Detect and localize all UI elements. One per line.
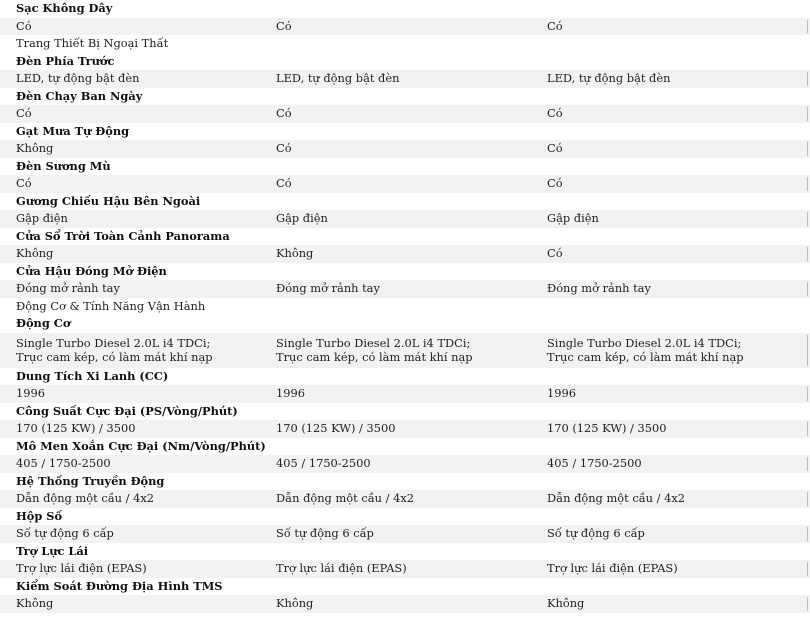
spec-value-variant-2: 405 / 1750-2500 bbox=[276, 456, 371, 470]
spec-value-variant-3: Gập điện bbox=[547, 211, 599, 225]
spec-heading-label: Hộp Số bbox=[16, 508, 63, 523]
section-title-label: Trang Thiết Bị Ngoại Thất bbox=[16, 36, 169, 50]
spec-heading-gat-mua-tu-dong bbox=[0, 123, 810, 141]
spec-values-row bbox=[0, 280, 810, 298]
spec-value-variant-1: LED, tự động bật đèn bbox=[16, 71, 140, 85]
spec-value-variant-2: LED, tự động bật đèn bbox=[276, 71, 400, 85]
spec-heading-label: Kiểm Soát Đường Địa Hình TMS bbox=[16, 578, 223, 593]
spec-value-variant-2: Dẫn động một cầu / 4x2 bbox=[276, 491, 415, 505]
spec-value-variant-1: Số tự động 6 cấp bbox=[16, 526, 114, 540]
spec-heading-hop-so bbox=[0, 508, 810, 526]
spec-value-variant-2: Gập điện bbox=[276, 211, 328, 225]
spec-heading-label: Đèn Phía Trước bbox=[16, 53, 115, 68]
spec-value-variant-2: Có bbox=[276, 18, 292, 33]
spec-value-variant-1: Có bbox=[16, 106, 32, 120]
spec-heading-label: Cửa Sổ Trời Toàn Cảnh Panorama bbox=[16, 228, 230, 243]
spec-value-line: Single Turbo Diesel 2.0L i4 TDCi; bbox=[547, 335, 742, 350]
spec-value-variant-2: 1996 bbox=[276, 386, 305, 400]
spec-value-variant-3: LED, tự động bật đèn bbox=[547, 71, 671, 85]
spec-values-row bbox=[0, 245, 810, 263]
spec-heading-label: Gương Chiếu Hậu Bên Ngoài bbox=[16, 193, 201, 208]
spec-heading-label: Công Suất Cực Đại (PS/Vòng/Phút) bbox=[16, 403, 238, 418]
spec-value-variant-3: Số tự động 6 cấp bbox=[547, 526, 645, 540]
spec-value-variant-1: 170 (125 KW) / 3500 bbox=[16, 421, 136, 435]
spec-value-variant-2: Có bbox=[276, 141, 292, 155]
spec-value-variant-2: Đóng mở rảnh tay bbox=[276, 281, 380, 295]
spec-heading-he-thong-truyen-dong bbox=[0, 473, 810, 491]
spec-values-row bbox=[0, 140, 810, 158]
spec-heading-label: Đèn Sương Mù bbox=[16, 158, 111, 173]
spec-value-variant-2: Có bbox=[276, 176, 292, 190]
spec-value-variant-2: 170 (125 KW) / 3500 bbox=[276, 421, 396, 435]
spec-heading-label: Dung Tích Xi Lanh (CC) bbox=[16, 368, 169, 383]
spec-value-variant-1: Không bbox=[16, 246, 54, 260]
spec-heading-dong-co bbox=[0, 315, 810, 333]
spec-value-variant-1: Đóng mở rảnh tay bbox=[16, 281, 120, 295]
spec-value-variant-3: Dẫn động một cầu / 4x2 bbox=[547, 491, 686, 505]
spec-values-row bbox=[0, 595, 810, 613]
spec-values-row bbox=[0, 560, 810, 578]
spec-values-row bbox=[0, 175, 810, 193]
spec-heading-cua-hau-dong-mo-dien bbox=[0, 263, 810, 281]
spec-value-line: Trục cam kép, có làm mát khí nạp bbox=[16, 350, 213, 365]
spec-value-variant-1: Trợ lực lái điện (EPAS) bbox=[16, 561, 147, 575]
spec-value-variant-2: Không bbox=[276, 246, 314, 260]
spec-values-row bbox=[0, 385, 810, 403]
spec-heading-den-phia-truoc bbox=[0, 53, 810, 71]
spec-heading-label: Gạt Mưa Tự Động bbox=[16, 123, 130, 138]
spec-value-variant-1: 405 / 1750-2500 bbox=[16, 456, 111, 470]
spec-heading-label: Sạc Không Dây bbox=[16, 1, 113, 15]
spec-values-row bbox=[0, 420, 810, 438]
section-title-trang-thiet-bi-ngoai-that bbox=[0, 35, 810, 53]
spec-value-variant-3: Có bbox=[547, 18, 563, 33]
spec-heading-kiem-soat-duong-dia-hinh-tms bbox=[0, 578, 810, 596]
spec-heading-tro-luc-lai bbox=[0, 543, 810, 561]
spec-heading-dung-tich-xi-lanh-cc bbox=[0, 368, 810, 386]
spec-value-variant-1: Không bbox=[16, 141, 54, 155]
spec-value-variant-2 bbox=[276, 336, 544, 366]
spec-value-variant-3: Không bbox=[547, 596, 585, 610]
spec-values-row bbox=[0, 70, 810, 88]
spec-heading-cua-so-troi-toan-canh-panorama bbox=[0, 228, 810, 246]
section-title-dong-co-tinh-nang-van-hanh bbox=[0, 298, 810, 316]
section-title-label: Động Cơ & Tính Năng Vận Hành bbox=[16, 298, 206, 313]
spec-value-variant-2: Không bbox=[276, 596, 314, 610]
spec-heading-mo-men-xoan-cuc-dai-nm-vong-phut bbox=[0, 438, 810, 456]
spec-values-row bbox=[0, 105, 810, 123]
spec-heading-label: Trợ Lực Lái bbox=[16, 543, 89, 558]
spec-heading-label: Cửa Hậu Đóng Mở Điện bbox=[16, 263, 167, 278]
spec-value-variant-1: Có bbox=[16, 18, 32, 33]
spec-value-variant-2: Số tự động 6 cấp bbox=[276, 526, 374, 540]
spec-value-variant-3: Trợ lực lái điện (EPAS) bbox=[547, 561, 678, 575]
spec-value-variant-1: 1996 bbox=[16, 386, 45, 400]
spec-value-variant-3: Đóng mở rảnh tay bbox=[547, 281, 651, 295]
spec-value-variant-1: Không bbox=[16, 596, 54, 610]
spec-heading-label: Động Cơ bbox=[16, 316, 71, 330]
spec-value-variant-3: Có bbox=[547, 106, 563, 120]
spec-value-variant-2: Trợ lực lái điện (EPAS) bbox=[276, 561, 407, 575]
spec-heading-den-suong-mu bbox=[0, 158, 810, 176]
spec-value-line: Single Turbo Diesel 2.0L i4 TDCi; bbox=[16, 335, 211, 350]
spec-value-variant-2: Có bbox=[276, 106, 292, 120]
spec-values-row bbox=[0, 18, 810, 36]
spec-heading-label: Mô Men Xoắn Cực Đại (Nm/Vòng/Phút) bbox=[16, 438, 266, 453]
spec-heading-cong-suat-cuc-dai-ps-vong-phut bbox=[0, 403, 810, 421]
spec-value-line: Single Turbo Diesel 2.0L i4 TDCi; bbox=[276, 335, 471, 350]
spec-value-variant-3: Có bbox=[547, 176, 563, 190]
spec-values-row bbox=[0, 455, 810, 473]
spec-value-variant-3: 1996 bbox=[547, 386, 576, 400]
spec-heading-label: Đèn Chạy Ban Ngày bbox=[16, 88, 143, 103]
spec-value-variant-3: 170 (125 KW) / 3500 bbox=[547, 421, 667, 435]
spec-heading-guong-chieu-hau-ben-ngoai bbox=[0, 193, 810, 211]
spec-values-row bbox=[0, 525, 810, 543]
spec-value-variant-3: 405 / 1750-2500 bbox=[547, 456, 642, 470]
spec-heading-sac-khong-day bbox=[0, 0, 810, 18]
spec-value-variant-1: Có bbox=[16, 176, 32, 190]
spec-value-line: Trục cam kép, có làm mát khí nạp bbox=[276, 350, 473, 365]
spec-value-line: Trục cam kép, có làm mát khí nạp bbox=[547, 350, 744, 365]
spec-values-row bbox=[0, 490, 810, 508]
spec-value-variant-3 bbox=[547, 336, 805, 366]
spec-value-variant-1: Dẫn động một cầu / 4x2 bbox=[16, 491, 155, 505]
spec-value-variant-3: Có bbox=[547, 246, 563, 260]
spec-heading-den-chay-ban-ngay bbox=[0, 88, 810, 106]
spec-values-row bbox=[0, 210, 810, 228]
spec-heading-label: Hệ Thống Truyền Động bbox=[16, 473, 165, 488]
spec-values-row bbox=[0, 333, 810, 368]
spec-value-variant-1 bbox=[16, 336, 272, 366]
spec-value-variant-1: Gập điện bbox=[16, 211, 68, 225]
spec-value-variant-3: Có bbox=[547, 141, 563, 155]
